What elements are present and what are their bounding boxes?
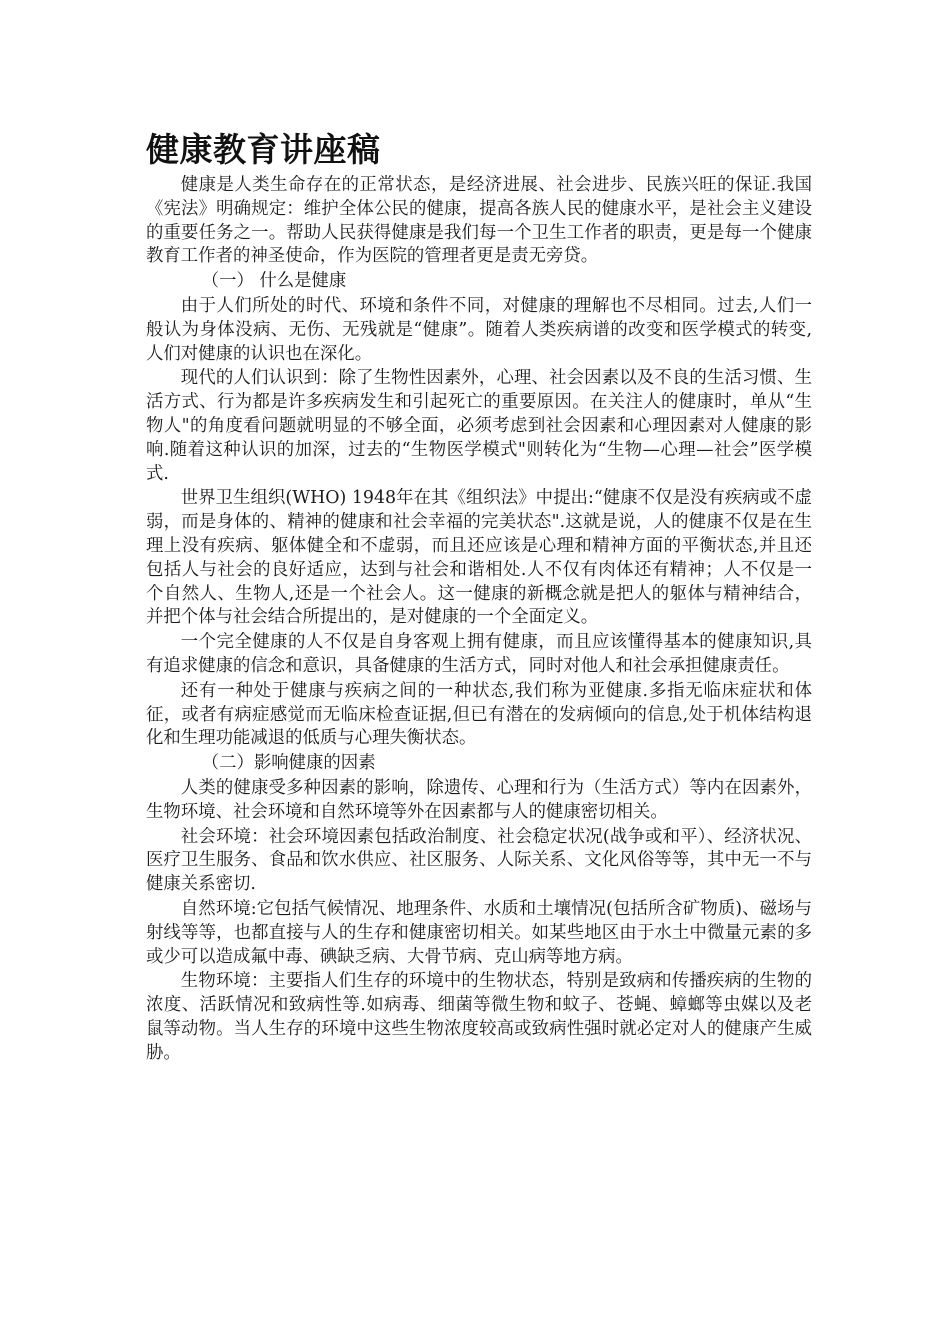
paragraph: 由于人们所处的时代、环境和条件不同，对健康的理解也不尽相同。过去,人们一般认为身体没病、无伤、无残就是“健康”。随着人类疾病谱的改变和医学模式的转变,人们对健康的认识也在深化。: [146, 295, 812, 364]
paragraph: 生物环境：主要指人们生存的环境中的生物状态，特别是致病和传播疾病的生物的浓度、活跃情况和致病性等.如病毒、细菌等微生物和蚊子、苍蝇、蟑螂等虫媒以及老鼠等动物。当人生存的环境中这些生物浓度较高或致病性强时就必定对人的健康产生威胁。: [146, 971, 812, 1063]
paragraph-intro: 健康是人类生命存在的正常状态，是经济进展、社会进步、民族兴旺的保证.我国《宪法》明确规定：维护全体公民的健康，提高各族人民的健康水平，是社会主义建设的重要任务之一。帮助人民获得健康是我们每一个卫生工作者的职责，更是每一个健康教育工作者的神圣使命，作为医院的管理者更是责无旁贷。: [146, 175, 812, 267]
paragraph: 现代的人们认识到：除了生物性因素外，心理、社会因素以及不良的生活习惯、生活方式、行为都是许多疾病发生和引起死亡的重要原因。在关注人的健康时，单从“生物人"的角度看问题就明显的不够全面，必须考虑到社会因素和心理因素对人健康的影响.随着这种认识的加深，过去的“生物医学模式"则转化为“生物—心理—社会”医学模式.: [146, 368, 812, 484]
document-title: 健康教育讲座稿: [146, 130, 381, 169]
paragraph: 人类的健康受多种因素的影响，除遗传、心理和行为（生活方式）等内在因素外，生物环境、社会环境和自然环境等外在因素都与人的健康密切相关。: [146, 777, 812, 822]
document-page: [146, 128, 812, 1066]
section-heading-2: （二）影响健康的因素: [201, 753, 376, 774]
paragraph: 还有一种处于健康与疾病之间的一种状态,我们称为亚健康.多指无临床症状和体征，或者有病症感觉而无临床检查证据,但已有潜在的发病倾向的信息,处于机体结构退化和生理功能减退的低质与心理失衡状态。: [146, 680, 812, 749]
paragraph: 世界卫生组织(WHO) 1948年在其《组织法》中提出:“健康不仅是没有疾病或不虚弱，而是身体的、精神的健康和社会幸福的完美状态".这就是说，人的健康不仅是在生理上没有疾病、躯体健全和不虚弱，而且还应该是心理和精神方面的平衡状态,并且还包括人与社会的良好适应，达到与社会和谐相处.人不仅有肉体还有精神；人不仅是一个自然人、生物人,还是一个社会人。这一健康的新概念就是把人的躯体与精神结合，并把个体与社会结合所提出的，是对健康的一个全面定义。: [146, 488, 812, 628]
paragraph: 社会环境：社会环境因素包括政治制度、社会稳定状况(战争或和平）、经济状况、医疗卫生服务、食品和饮水供应、社区服务、人际关系、文化风俗等等，其中无一不与健康关系密切.: [146, 826, 812, 895]
document-body: [146, 174, 812, 1065]
paragraph: 一个完全健康的人不仅是自身客观上拥有健康，而且应该懂得基本的健康知识,具有追求健康的信念和意识，具备健康的生活方式，同时对他人和社会承担健康责任。: [146, 632, 812, 676]
paragraph: 自然环境:它包括气候情况、地理条件、水质和土壤情况(包括所含矿物质)、磁场与射线等等，也都直接与人的生存和健康密切相关。如某些地区由于水土中微量元素的多或少可以造成氟中毒、碘缺乏病、大骨节病、克山病等地方病。: [146, 898, 812, 967]
section-heading-1: （一） 什么是健康: [201, 271, 347, 292]
